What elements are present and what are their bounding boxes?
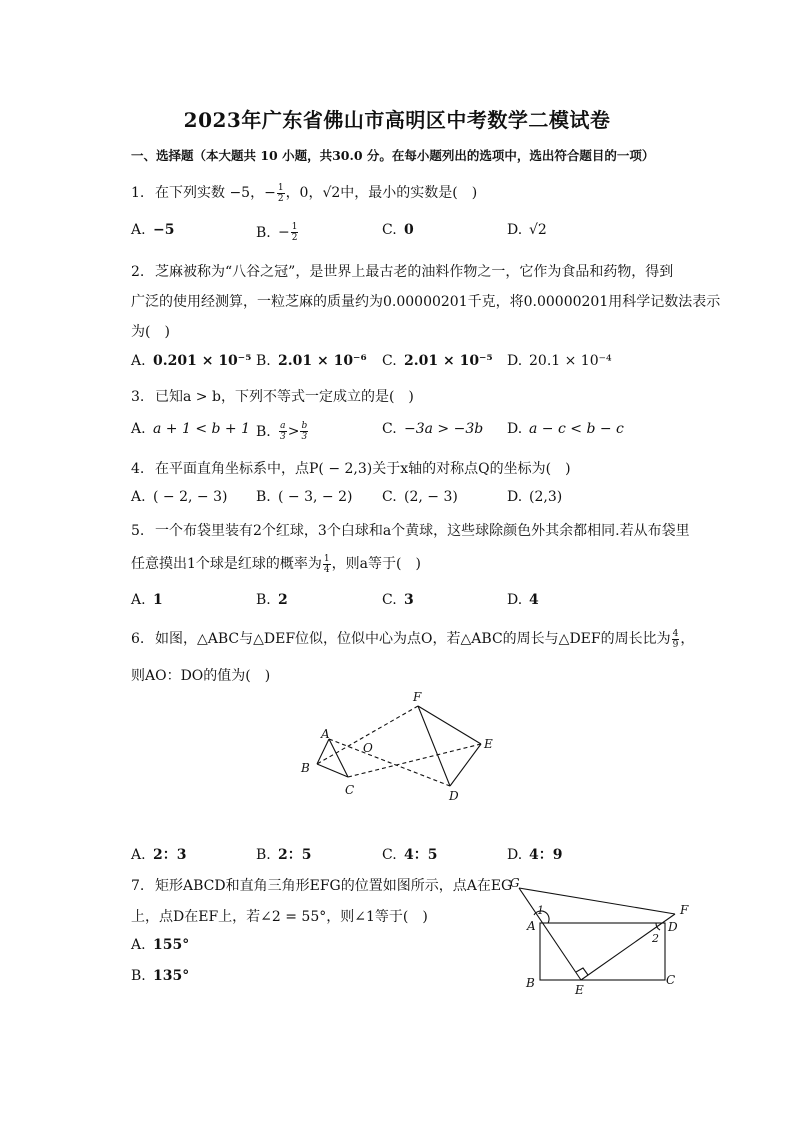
option-b[interactable]: B. $\frac{a}{3}$ > $\frac{b}{3}$ (256, 421, 308, 442)
fraction: $\frac{1}{2}$ (277, 182, 284, 204)
option-c[interactable]: C. −3a > −3b (382, 421, 484, 437)
dashed-line-ad (329, 739, 450, 786)
question-text: 矩形ABCD和直角三角形EFG的位置如图所示，点A在EG (155, 878, 513, 894)
label-angle-2: 2 (652, 932, 659, 945)
question-text: ，0，√2中，最小的实数是( ) (285, 185, 478, 201)
segment-ef (581, 914, 675, 980)
question-text: 一个布袋里装有2个红球，3个白球和a个黄球，这些球除颜色外其余都相同.若从布袋里 (155, 523, 690, 539)
option-c[interactable]: C. 2.01 × 10⁻⁵ (382, 353, 493, 369)
label-o: O (363, 741, 373, 755)
question-2-line2: 广泛的使用经测算，一粒芝麻的质量约为0.00000201千克，将0.00000201用科学记数法表示 (131, 294, 721, 310)
option-c[interactable]: C. 3 (382, 592, 414, 608)
option-a[interactable]: A. 155° (131, 937, 190, 953)
option-d[interactable]: D. a − c < b − c (507, 421, 624, 437)
page-title: 2023年广东省佛山市高明区中考数学二模试卷 (183, 108, 611, 132)
question-1 (131, 182, 477, 204)
label-c: C (345, 783, 355, 797)
question-5 (131, 520, 690, 540)
question-6-line2: 则AO：DO的值为( ) (131, 668, 271, 684)
label-angle-1: 1 (537, 904, 544, 917)
question-text: 在平面直角坐标系中，点P( − 2,3)关于x轴的对称点Q的坐标为( ) (155, 461, 571, 477)
option-b[interactable]: B. − $\frac{1}{2}$ (256, 222, 298, 243)
question-4 (131, 458, 571, 478)
section-heading: 一、选择题（本大题共 10 小题，共30.0 分。在每小题列出的选项中，选出符合题目的一项） (131, 148, 655, 163)
option-a[interactable]: A. a + 1 < b + 1 (131, 421, 251, 437)
question-text: 芝麻被称为“八谷之冠”，是世界上最古老的油料作物之一，它作为食品和药物，得到 (155, 264, 674, 280)
option-d[interactable]: D. √2 (507, 222, 547, 238)
question-number: 4. (131, 461, 145, 477)
dashed-line-fb (317, 706, 418, 764)
label-d: D (449, 789, 459, 803)
option-d[interactable]: D. 20.1 × 10⁻⁴ (507, 353, 612, 369)
label-c: C (666, 973, 676, 987)
question-5-line2: 任意摸出1个球是红球的概率为 $\frac{1}{4}$ ，则a等于( ) (131, 553, 421, 575)
option-c[interactable]: C. (2, − 3) (382, 489, 458, 505)
option-c[interactable]: C. 4：5 (382, 847, 438, 863)
question-3 (131, 386, 414, 406)
option-d[interactable]: D. 4 (507, 592, 539, 608)
right-angle-marker (576, 968, 588, 975)
option-a[interactable]: A. 2：3 (131, 847, 187, 863)
option-b[interactable]: B. 2：5 (256, 847, 312, 863)
question-number: 3. (131, 389, 145, 405)
option-a[interactable]: A. −5 (131, 222, 175, 238)
label-b: B (301, 761, 310, 775)
question-number: 2. (131, 264, 145, 280)
question-7 (131, 875, 512, 895)
question-number: 5. (131, 523, 145, 539)
option-d[interactable]: D. (2,3) (507, 489, 563, 505)
segment-ge (519, 888, 581, 980)
label-e: E (575, 983, 584, 997)
rectangle-abcd (540, 923, 665, 980)
option-a[interactable]: A. 0.201 × 10⁻⁵ (131, 353, 252, 369)
question-text: 已知a > b，下列不等式一定成立的是( ) (155, 389, 414, 405)
option-b[interactable]: B. ( − 3, − 2) (256, 489, 353, 505)
segment-fe (418, 706, 481, 744)
option-b[interactable]: B. 135° (131, 968, 190, 984)
question-text: 在下列实数 −5，− (155, 185, 276, 201)
rectangle-triangle-figure (508, 870, 708, 1000)
option-a[interactable]: A. ( − 2, − 3) (131, 489, 228, 505)
label-a: A (527, 919, 536, 933)
segment-ab (317, 739, 329, 764)
question-7-line2: 上，点D在EF上，若∠2 = 55°，则∠1等于( ) (131, 909, 428, 925)
question-number: 6. (131, 631, 145, 647)
question-2 (131, 261, 673, 281)
option-b[interactable]: B. 2 (256, 592, 288, 608)
question-number: 7. (131, 878, 145, 894)
option-c[interactable]: C. 0 (382, 222, 414, 238)
label-a: A (321, 727, 330, 741)
segment-bc (317, 764, 348, 777)
homothety-figure (295, 686, 510, 806)
label-b: B (526, 976, 535, 990)
segment-ed (450, 744, 481, 786)
question-6: 6. 如图，△ABC与△DEF位似，位似中心为点O，若△ABC的周长与△DEF的周长比为 $\frac{4}{9}$ ， (131, 628, 695, 650)
question-number: 1. (131, 185, 145, 201)
label-g: G (510, 876, 520, 890)
label-d: D (668, 920, 678, 934)
label-f: F (413, 690, 422, 704)
question-2-line3: 为( ) (131, 324, 170, 340)
label-f: F (680, 903, 689, 917)
option-a[interactable]: A. 1 (131, 592, 163, 608)
option-b[interactable]: B. 2.01 × 10⁻⁶ (256, 353, 367, 369)
label-e: E (484, 737, 493, 751)
option-d[interactable]: D. 4：9 (507, 847, 563, 863)
segment-df (418, 706, 450, 786)
